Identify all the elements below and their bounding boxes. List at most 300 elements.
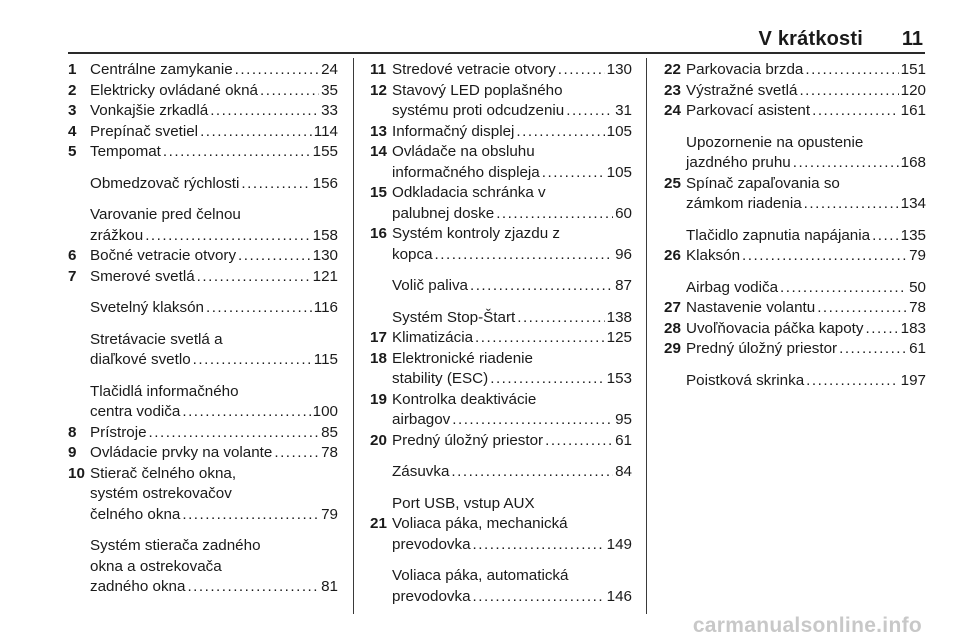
toc-entry-number: 29 [664, 340, 681, 357]
toc-entry-text [90, 423, 338, 444]
toc-entry-line [392, 328, 632, 349]
toc-entry-line [392, 462, 632, 483]
toc-entry-line [90, 174, 338, 195]
toc-page-number[interactable]: 84 [615, 463, 632, 480]
toc-entry-label: Airbag vodiča [686, 278, 779, 296]
dot-leader [470, 276, 613, 297]
toc-page-number[interactable]: 155 [312, 143, 338, 160]
toc-entry-label: zámkom riadenia [686, 195, 802, 212]
toc-entry-text [90, 267, 338, 288]
toc-entry-line [392, 163, 632, 184]
dot-leader [206, 298, 312, 319]
toc-page-number[interactable]: 24 [321, 61, 338, 78]
dot-leader [805, 60, 898, 81]
toc-entry-line [686, 133, 926, 154]
toc-entry[interactable] [664, 371, 926, 392]
toc-entry-label: Klimatizácia [392, 329, 474, 346]
dot-leader [200, 122, 312, 143]
toc-entry-label: Voliaca páka, mechanická [392, 515, 568, 532]
toc-entry-line [392, 369, 632, 390]
toc-entry[interactable] [370, 431, 632, 452]
toc-entry-line [686, 339, 926, 360]
toc-entry-line [90, 505, 338, 526]
toc-page-number[interactable]: 130 [606, 61, 632, 78]
toc-entry-text [686, 226, 926, 247]
toc-entry-label: Tlačidlá informačného [90, 382, 239, 400]
toc-entry-line [392, 101, 632, 122]
toc-page-number[interactable]: 153 [606, 370, 632, 387]
toc-entry-label: Stredové vetracie otvory [392, 61, 556, 78]
toc-page-number[interactable]: 158 [312, 226, 338, 244]
section-title: V krátkosti [758, 28, 863, 50]
toc-entry-label: Parkovací asistent [686, 102, 811, 119]
toc-entry-text [392, 390, 632, 431]
dot-leader [274, 443, 319, 464]
toc-page-number[interactable]: 105 [606, 163, 632, 181]
toc-entry[interactable] [68, 122, 338, 143]
toc-page-number[interactable]: 146 [606, 587, 632, 605]
toc-entry-label: Volič paliva [392, 277, 468, 294]
toc-entry[interactable] [664, 101, 926, 122]
toc-entry[interactable] [68, 174, 338, 195]
toc-entry-text [686, 81, 926, 102]
toc-page-number[interactable]: 96 [615, 245, 632, 263]
toc-entry-line [392, 535, 632, 556]
dot-leader [806, 371, 898, 392]
toc-entry-number: 24 [664, 102, 681, 119]
toc-entry[interactable] [68, 142, 338, 163]
toc-entry-label: Uvoľňovacia páčka kapoty [686, 319, 864, 337]
dot-leader [799, 81, 898, 102]
toc-entry-line [90, 122, 338, 143]
toc-entry-label: Elektronické riadenie [392, 349, 533, 367]
toc-entry[interactable] [370, 81, 632, 122]
toc-entry-label: diaľkové svetlo [90, 351, 191, 368]
toc-entry-line [392, 566, 632, 587]
toc-entry-label: čelného okna [90, 505, 181, 523]
toc-page-number[interactable]: 95 [615, 411, 632, 428]
dot-leader [473, 535, 605, 556]
toc-page-number[interactable]: 78 [909, 299, 926, 316]
toc-page-number[interactable]: 161 [900, 102, 926, 119]
dot-leader [193, 350, 312, 371]
toc-entry-number: 15 [370, 184, 387, 201]
toc-entry[interactable] [68, 246, 338, 267]
toc-page-number[interactable]: 61 [615, 431, 632, 449]
dot-leader [182, 505, 319, 526]
toc-entry[interactable] [68, 464, 338, 526]
toc-entry[interactable] [664, 319, 926, 340]
dot-leader [780, 278, 907, 299]
toc-entry-line [392, 204, 632, 225]
toc-entry-line [90, 577, 338, 598]
toc-page-number[interactable]: 183 [900, 319, 926, 337]
toc-entry-text [392, 431, 632, 452]
toc-entry-number: 17 [370, 329, 387, 346]
toc-entry-number: 4 [68, 122, 77, 140]
toc-entry-label: Centrálne zamykanie [90, 61, 233, 78]
toc-entry-label: Systém kontroly zjazdu z [392, 225, 560, 242]
toc-entry-text [90, 101, 338, 122]
toc-entry-line [90, 226, 338, 247]
toc-entry[interactable] [370, 224, 632, 265]
toc-entry-text [392, 183, 632, 224]
toc-entry-label: Smerové svetlá [90, 267, 195, 285]
dot-leader [187, 577, 319, 598]
toc-entry[interactable] [68, 81, 338, 102]
toc-entry-text [686, 278, 926, 299]
toc-entry-text [686, 246, 926, 267]
toc-column-3 [664, 60, 926, 391]
dot-leader [812, 101, 899, 122]
toc-entry-line [392, 494, 632, 515]
toc-entry-line [686, 298, 926, 319]
toc-entry-label: Výstražné svetlá [686, 81, 798, 99]
dot-leader [742, 246, 907, 267]
toc-entry-line [90, 205, 338, 226]
toc-entry[interactable] [370, 514, 632, 555]
toc-page-number[interactable]: 81 [321, 578, 338, 595]
toc-entry-line [686, 319, 926, 340]
toc-entry-number: 5 [68, 143, 77, 160]
toc-entry-line [686, 194, 926, 215]
toc-entry-label: Elektricky ovládané okná [90, 81, 258, 99]
toc-entry-line [90, 142, 338, 163]
toc-entry-line [392, 81, 632, 102]
toc-entry-text [392, 566, 632, 607]
toc-page-number[interactable]: 156 [312, 174, 338, 192]
toc-entry-label: Tlačidlo zapnutia napájania [686, 226, 871, 244]
toc-page-number[interactable]: 31 [615, 102, 632, 119]
toc-page-number[interactable]: 35 [321, 81, 338, 99]
toc-page-number[interactable]: 85 [321, 423, 338, 441]
page-number: 11 [901, 28, 923, 50]
toc-entry-line [392, 349, 632, 370]
dot-leader [817, 298, 907, 319]
toc-entry[interactable] [370, 349, 632, 390]
toc-entry[interactable] [68, 330, 338, 371]
toc-entry[interactable] [664, 174, 926, 215]
toc-entry[interactable] [68, 298, 338, 319]
toc-entry-number: 13 [370, 122, 387, 140]
toc-entry-label: Nastavenie volantu [686, 299, 816, 316]
toc-page-number[interactable]: 78 [321, 444, 338, 461]
dot-leader [149, 423, 320, 444]
toc-entry-label: Varovanie pred čelnou [90, 206, 241, 223]
toc-entry-label: zrážkou [90, 226, 144, 244]
toc-entry-number: 28 [664, 319, 681, 337]
toc-entry-line [392, 410, 632, 431]
toc-entry-line [90, 443, 338, 464]
toc-entry[interactable] [68, 423, 338, 444]
toc-entry-label: Odkladacia schránka v [392, 184, 546, 201]
toc-entry-text [392, 494, 632, 515]
toc-entry[interactable] [370, 60, 632, 81]
toc-entry-text [90, 81, 338, 102]
dot-leader [496, 204, 613, 225]
toc-entry[interactable] [68, 443, 338, 464]
toc-entry-label: Ovládače na obsluhu [392, 143, 535, 160]
toc-entry-text [90, 382, 338, 423]
toc-entry-label: jazdného pruhu [686, 154, 791, 171]
toc-entry-number: 6 [68, 247, 77, 264]
toc-entry-line [392, 514, 632, 535]
toc-entry-number: 12 [370, 81, 387, 99]
toc-entry-label: Zásuvka [392, 463, 450, 480]
toc-column-1 [68, 60, 338, 598]
toc-page-number[interactable]: 50 [909, 278, 926, 296]
toc-entry[interactable] [370, 390, 632, 431]
dot-leader [210, 101, 319, 122]
toc-entry-text [686, 174, 926, 215]
toc-entry-label: Stierač čelného okna, [90, 464, 237, 482]
toc-entry-text [686, 298, 926, 319]
toc-entry-number: 22 [664, 61, 681, 78]
toc-entry-line [90, 298, 338, 319]
toc-entry-text [686, 319, 926, 340]
toc-entry-label: prevodovka [392, 535, 471, 553]
toc-page-number[interactable]: 79 [321, 505, 338, 523]
toc-entry-label: Predný úložný priestor [686, 340, 838, 357]
toc-entry-line [90, 81, 338, 102]
toc-entry-text [392, 122, 632, 143]
toc-entry-label: Prístroje [90, 423, 147, 441]
toc-entry-label: systému proti odcudzeniu [392, 102, 565, 119]
dot-leader [866, 319, 899, 340]
dot-leader [558, 60, 605, 81]
toc-entry-line [686, 81, 926, 102]
toc-entry-text [686, 60, 926, 81]
toc-entry-line [90, 267, 338, 288]
toc-entry-label: palubnej doske [392, 204, 495, 222]
toc-entry-text [90, 298, 338, 319]
toc-entry-label: Predný úložný priestor [392, 431, 544, 449]
toc-entry[interactable] [68, 267, 338, 288]
toc-entry-number: 14 [370, 143, 387, 160]
toc-page-number[interactable]: 87 [615, 277, 632, 294]
toc-entry-line [392, 245, 632, 266]
toc-entry-label: Klaksón [686, 247, 741, 264]
toc-entry[interactable] [664, 133, 926, 174]
toc-entry-text [392, 60, 632, 81]
toc-entry-line [90, 423, 338, 444]
toc-page-number[interactable]: 149 [606, 535, 632, 553]
toc-entry-text [686, 339, 926, 360]
toc-entry-text [90, 174, 338, 195]
toc-entry[interactable] [664, 60, 926, 81]
toc-entry-number: 20 [370, 431, 387, 449]
dot-leader [545, 431, 613, 452]
toc-entry-text [392, 81, 632, 122]
toc-entry-label: Stretávacie svetlá a [90, 330, 223, 348]
toc-entry-label: Bočné vetracie otvory [90, 247, 237, 264]
toc-page-number[interactable]: 134 [900, 195, 926, 212]
toc-entry-line [392, 308, 632, 329]
toc-entry-label: zadného okna [90, 578, 186, 595]
toc-page-number[interactable]: 197 [900, 371, 926, 389]
toc-column-2 [370, 60, 632, 607]
toc-page-number[interactable]: 79 [909, 247, 926, 264]
toc-page-number[interactable]: 130 [312, 247, 338, 264]
toc-entry[interactable] [664, 278, 926, 299]
toc-entry-text [90, 122, 338, 143]
toc-entry-line [90, 484, 338, 505]
toc-entry-line [392, 224, 632, 245]
toc-entry-text [392, 276, 632, 297]
toc-page-number[interactable]: 168 [900, 154, 926, 171]
toc-page-number[interactable]: 33 [321, 102, 338, 119]
toc-entry-line [392, 60, 632, 81]
toc-entry[interactable] [370, 566, 632, 607]
toc-entry-label: kopca [392, 245, 433, 263]
toc-page-number[interactable]: 61 [909, 340, 926, 357]
toc-entry[interactable] [68, 536, 338, 598]
toc-entry-text [90, 536, 338, 598]
toc-entry-line [90, 464, 338, 485]
dot-leader [235, 60, 319, 81]
toc-entry[interactable] [370, 462, 632, 483]
toc-entry-text [686, 133, 926, 174]
toc-entry-label: Voliaca páka, automatická [392, 567, 569, 584]
toc-entry-text [392, 514, 632, 555]
toc-entry[interactable] [370, 183, 632, 224]
toc-entry-text [392, 224, 632, 265]
dot-leader [517, 308, 604, 329]
toc-entry-label: Stavový LED poplašného [392, 81, 563, 99]
toc-entry-number: 23 [664, 81, 681, 99]
toc-entry-text [90, 142, 338, 163]
toc-entry-label: Svetelný klaksón [90, 299, 204, 316]
toc-entry-line [90, 101, 338, 122]
toc-entry-label: Spínač zapaľovania so [686, 174, 840, 192]
toc-entry-number: 11 [370, 61, 387, 78]
toc-entry-line [90, 60, 338, 81]
toc-entry[interactable] [370, 122, 632, 143]
toc-entry-label: airbagov [392, 411, 451, 428]
toc-page-number[interactable]: 114 [313, 122, 338, 140]
toc-entry[interactable] [370, 328, 632, 349]
toc-entry[interactable] [664, 298, 926, 319]
toc-entry-number: 25 [664, 174, 681, 192]
toc-entry-label: Prepínač svetiel [90, 122, 199, 140]
toc-entry[interactable] [68, 60, 338, 81]
page-header [68, 26, 925, 54]
toc-entry-line [686, 246, 926, 267]
toc-entry-label: Parkovacia brzda [686, 61, 804, 78]
toc-entry-number: 27 [664, 299, 681, 316]
toc-entry-line [392, 183, 632, 204]
toc-entry-line [392, 390, 632, 411]
toc-entry-line [90, 246, 338, 267]
toc-entry[interactable] [68, 205, 338, 246]
toc-entry-text [90, 464, 338, 526]
toc-entry-text [90, 246, 338, 267]
dot-leader [452, 410, 613, 431]
toc-page-number[interactable]: 138 [606, 308, 632, 326]
toc-entry-line [686, 278, 926, 299]
dot-leader [451, 462, 613, 483]
toc-entry-text [392, 349, 632, 390]
toc-entry[interactable] [664, 81, 926, 102]
toc-entry-number: 18 [370, 349, 387, 367]
toc-entry-number: 26 [664, 247, 681, 264]
toc-entry-line [90, 330, 338, 351]
toc-entry-text [686, 101, 926, 122]
toc-page-number[interactable]: 120 [900, 81, 926, 99]
toc-entry-text [392, 142, 632, 183]
dot-leader [516, 122, 604, 143]
dot-leader [145, 226, 310, 247]
watermark: carmanualsonline.info [692, 614, 922, 637]
toc-entry-number: 1 [68, 61, 77, 78]
dot-leader [260, 81, 319, 102]
toc-entry[interactable] [68, 101, 338, 122]
toc-entry[interactable] [68, 382, 338, 423]
toc-entry-line [90, 402, 338, 423]
toc-entry-line [392, 122, 632, 143]
toc-entry[interactable] [370, 276, 632, 297]
toc-entry-text [392, 462, 632, 483]
column-divider [353, 58, 354, 614]
dot-leader [435, 245, 614, 266]
toc-entry-text [90, 60, 338, 81]
dot-leader [473, 587, 605, 608]
dot-leader [566, 101, 613, 122]
toc-entry-line [686, 153, 926, 174]
toc-entry-number: 3 [68, 102, 77, 119]
toc-page-number[interactable]: 151 [900, 61, 926, 78]
toc-entry-line [686, 371, 926, 392]
toc-entry-line [686, 174, 926, 195]
toc-page-number[interactable]: 125 [606, 329, 632, 346]
toc-entry-label: systém ostrekovačov [90, 485, 232, 502]
dot-leader [475, 328, 605, 349]
toc-page-number[interactable]: 100 [312, 403, 338, 420]
toc-entry-label: Ovládacie prvky na volante [90, 444, 273, 461]
dot-leader [542, 163, 605, 184]
toc-entry-label: centra vodiča [90, 403, 181, 420]
toc-page-number[interactable]: 116 [313, 299, 338, 316]
toc-entry-number: 10 [68, 464, 85, 482]
toc-entry[interactable] [664, 246, 926, 267]
toc-entry[interactable] [664, 226, 926, 247]
toc-entry-line [392, 587, 632, 608]
dot-leader [804, 194, 899, 215]
toc-page-number[interactable]: 105 [606, 122, 632, 140]
toc-entry-number: 7 [68, 267, 77, 285]
toc-entry-text [90, 443, 338, 464]
toc-entry-text [90, 205, 338, 246]
toc-entry-line [90, 382, 338, 403]
toc-entry-label: Vonkajšie zrkadlá [90, 102, 209, 119]
toc-entry-label: Systém stierača zadného [90, 537, 261, 554]
toc-page-number[interactable]: 135 [900, 226, 926, 244]
toc-entry-label: informačného displeja [392, 163, 540, 181]
column-divider [646, 58, 647, 614]
toc-page-number[interactable]: 121 [312, 267, 338, 285]
toc-entry-label: Upozornenie na opustenie [686, 133, 864, 151]
toc-entry-label: stability (ESC) [392, 370, 489, 387]
toc-page-number[interactable]: 60 [615, 204, 632, 222]
toc-entry[interactable] [370, 142, 632, 183]
toc-page-number[interactable]: 115 [313, 351, 338, 368]
toc-entry[interactable] [370, 494, 632, 515]
toc-entry[interactable] [370, 308, 632, 329]
dot-leader [490, 369, 604, 390]
toc-entry[interactable] [664, 339, 926, 360]
toc-entry-text [686, 371, 926, 392]
toc-entry-line [90, 557, 338, 578]
